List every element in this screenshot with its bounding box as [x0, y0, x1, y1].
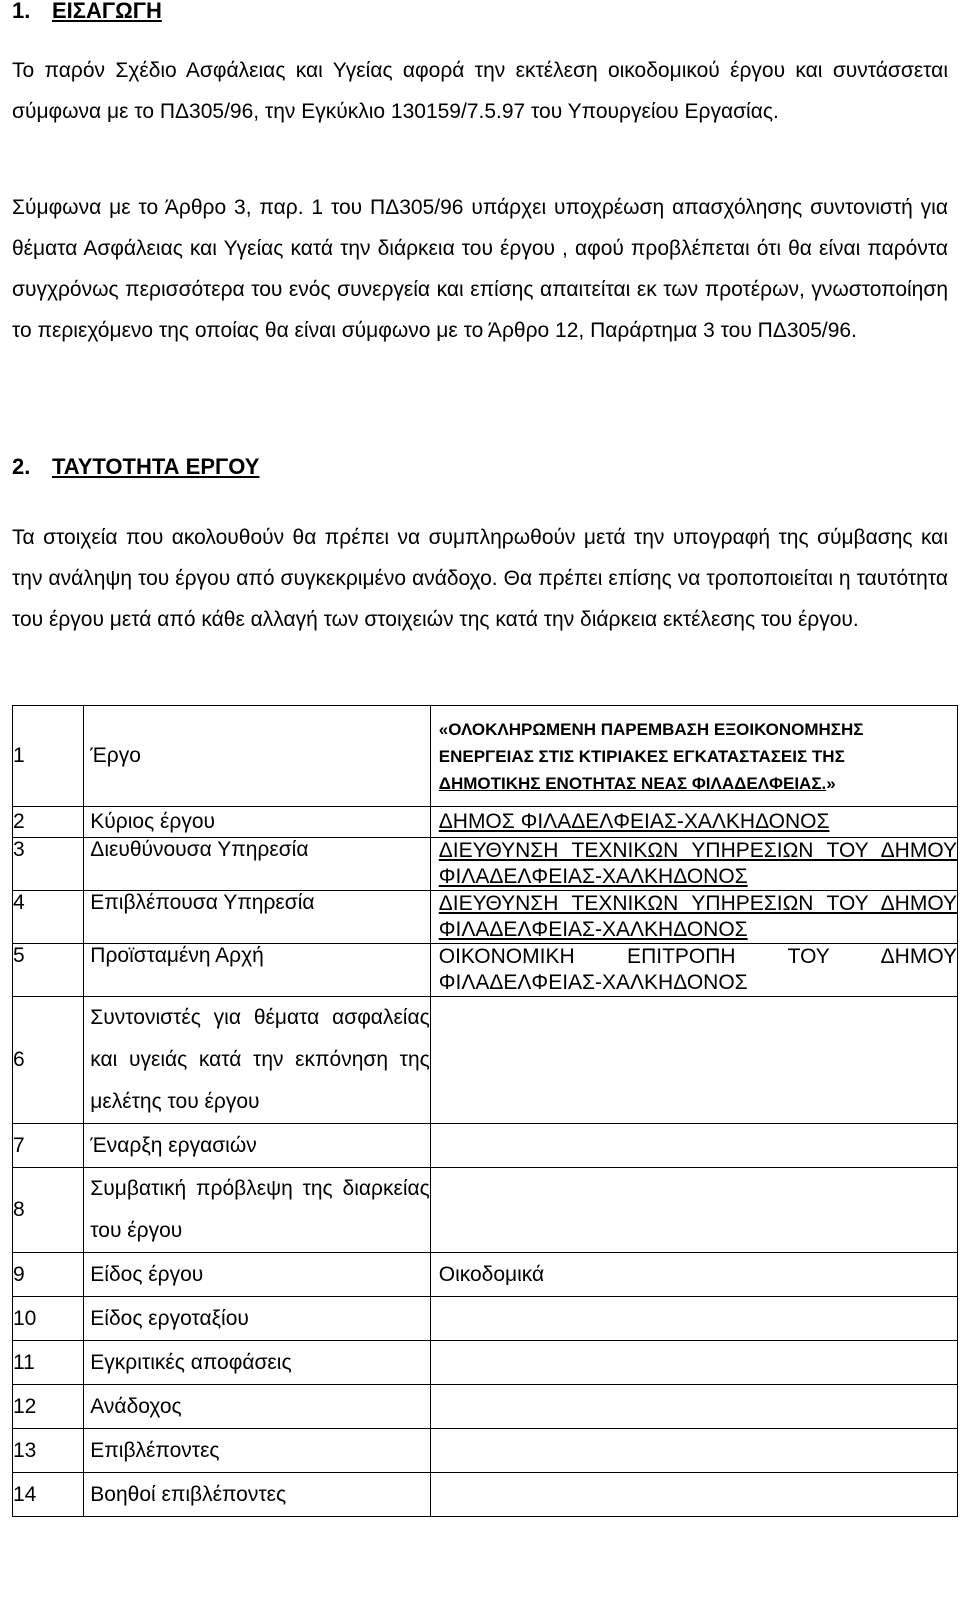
table-row: [13, 1168, 958, 1253]
row-number: 7: [13, 1124, 84, 1168]
row-number: 4: [13, 891, 84, 944]
row-value: [430, 1341, 957, 1385]
table-row: [13, 706, 958, 807]
close-quote: »: [826, 773, 836, 793]
table-row: [13, 997, 958, 1124]
project-title: [439, 716, 957, 797]
row-value: [430, 807, 957, 838]
row-number: 11: [13, 1341, 84, 1385]
project-identity-table: [12, 705, 958, 1517]
row-value: [430, 1297, 957, 1341]
row-number: 6: [13, 997, 84, 1124]
row-number: 10: [13, 1297, 84, 1341]
row-label: Προϊσταμένη Αρχή: [84, 944, 430, 997]
row-label: Είδος έργου: [84, 1253, 430, 1297]
row-label: Βοηθοί επιβλέποντες: [84, 1473, 430, 1517]
row-value: [430, 1124, 957, 1168]
project-title-line-3: ΔΗΜΟΤΙΚΗΣ ΕΝΟΤΗΤΑΣ ΝΕΑΣ ΦΙΛΑΔΕΛΦΕΙΑΣ.: [438, 773, 827, 793]
row-number: 14: [13, 1473, 84, 1517]
table-row: [13, 1385, 958, 1429]
table-row: [13, 1429, 958, 1473]
duration-label: Συμβατική πρόβλεψη της διαρκείας του έργου: [90, 1177, 430, 1242]
directing-service-value: ΔΙΕΥΘΥΝΣΗ ΤΕΧΝΙΚΩΝ ΥΠΗΡΕΣΙΩΝ ΤΟΥ ΔΗΜΟΥ ΦΙΛΑΔΕΛΦΕΙΑΣ-ΧΑΛΚΗΔΟΝΟΣ: [438, 839, 957, 888]
row-label: Κύριος έργου: [84, 807, 430, 838]
row-label: Ανάδοχος: [84, 1385, 430, 1429]
row-value: [430, 997, 957, 1124]
identity-paragraph: Τα στοιχεία που ακολουθούν θα πρέπει να συμπληρωθούν μετά την υπογραφή της σύμβασης και την ανάληψη του έργου από συγκεκριμένο ανάδοχο. Θα πρέπει επίσης να τροποποιείται η ταυτότητα του έργου μετά από κάθε αλλαγή των στοιχειών της κατά την διάρκεια εκτέλεσης του έργου.: [12, 526, 948, 631]
table-row: [13, 1297, 958, 1341]
row-value: [430, 944, 957, 997]
row-number: 3: [13, 838, 84, 891]
table-row: [13, 1253, 958, 1297]
row-value: [430, 706, 957, 807]
table-row: [13, 1124, 958, 1168]
project-title-line-1: ΟΛΟΚΛΗΡΩΜΕΝΗ ΠΑΡΕΜΒΑΣΗ ΕΞΟΙΚΟΝΟΜΗΣΗΣ: [448, 719, 864, 739]
section-title: ΤΑΥΤΟΤΗΤΑ ΕΡΓΟΥ: [52, 454, 260, 479]
section-title: ΕΙΣΑΓΩΓΗ: [52, 0, 162, 23]
row-value: [430, 838, 957, 891]
row-number: 12: [13, 1385, 84, 1429]
row-label: Επιβλέπουσα Υπηρεσία: [84, 891, 430, 944]
row-value: [430, 891, 957, 944]
row-value: [430, 1385, 957, 1429]
row-value: [430, 1473, 957, 1517]
owner-value: ΔΗΜΟΣ ΦΙΛΑΔΕΛΦΕΙΑΣ-ΧΑΛΚΗΔΟΝΟΣ: [438, 810, 830, 833]
row-number: 9: [13, 1253, 84, 1297]
section-2-heading: [12, 454, 259, 478]
row-value: [430, 1429, 957, 1473]
row-value: Οικοδομικά: [430, 1253, 957, 1297]
row-label: [84, 997, 430, 1124]
section-number: 2.: [12, 454, 31, 479]
row-label: [84, 1168, 430, 1253]
row-label: Εγκριτικές αποφάσεις: [84, 1341, 430, 1385]
open-quote: «: [438, 719, 449, 739]
table-row: [13, 891, 958, 944]
supervising-service-value: ΔΙΕΥΘΥΝΣΗ ΤΕΧΝΙΚΩΝ ΥΠΗΡΕΣΙΩΝ ΤΟΥ ΔΗΜΟΥ ΦΙΛΑΔΕΛΦΕΙΑΣ-ΧΑΛΚΗΔΟΝΟΣ: [438, 892, 957, 941]
table-row: [13, 1341, 958, 1385]
authority-value: ΟΙΚΟΝΟΜΙΚΗ ΕΠΙΤΡΟΠΗ ΤΟΥ ΔΗΜΟΥ ΦΙΛΑΔΕΛΦΕΙΑΣ-ΧΑΛΚΗΔΟΝΟΣ: [438, 945, 957, 994]
coordinators-label: Συντονιστές για θέματα ασφαλείας και υγειάς κατά την εκπόνηση της μελέτης του έργου: [90, 1006, 430, 1113]
row-number: 2: [13, 807, 84, 838]
row-label: Επιβλέποντες: [84, 1429, 430, 1473]
row-number: 5: [13, 944, 84, 997]
table-row: [13, 807, 958, 838]
row-label: Είδος εργοταξίου: [84, 1297, 430, 1341]
table-row: [13, 1473, 958, 1517]
section-number: 1.: [12, 0, 31, 23]
row-number: 13: [13, 1429, 84, 1473]
row-value: [430, 1168, 957, 1253]
table-row: [13, 944, 958, 997]
row-number: 1: [13, 706, 84, 807]
row-label: Έναρξη εργασιών: [84, 1124, 430, 1168]
project-title-line-2: ΕΝΕΡΓΕΙΑΣ ΣΤΙΣ ΚΤΙΡΙΑΚΕΣ ΕΓΚΑΤΑΣΤΑΣΕΙΣ ΤΗΣ: [438, 746, 845, 766]
section-1-heading: [12, 0, 162, 22]
row-label: Διευθύνουσα Υπηρεσία: [84, 838, 430, 891]
row-number: 8: [13, 1168, 84, 1253]
row-label: Έργο: [84, 706, 430, 807]
intro-paragraph: Το παρόν Σχέδιο Ασφάλειας και Υγείας αφορά την εκτέλεση οικοδομικού έργου και συντάσσεται σύμφωνα με το ΠΔ305/96, την Εγκύκλιο 130159/7.5.97 του Υπουργείου Εργασίας.: [12, 59, 948, 123]
table-row: [13, 838, 958, 891]
coordinator-paragraph: Σύμφωνα με το Άρθρο 3, παρ. 1 του ΠΔ305/96 υπάρχει υποχρέωση απασχόλησης συντονιστή για θέματα Ασφάλειας και Υγείας κατά την διάρκεια του έργου , αφού προβλέπεται ότι θα είναι παρόντα συγχρόνως περισσότερα του ενός συνεργεία και επίσης απαιτείται εκ των προτέρων, γνωστοποίηση το περιεχόμενο της οποίας θα είναι σύμφωνο με το Άρθρο 12, Παράρτημα 3 του ΠΔ305/96.: [12, 196, 948, 342]
